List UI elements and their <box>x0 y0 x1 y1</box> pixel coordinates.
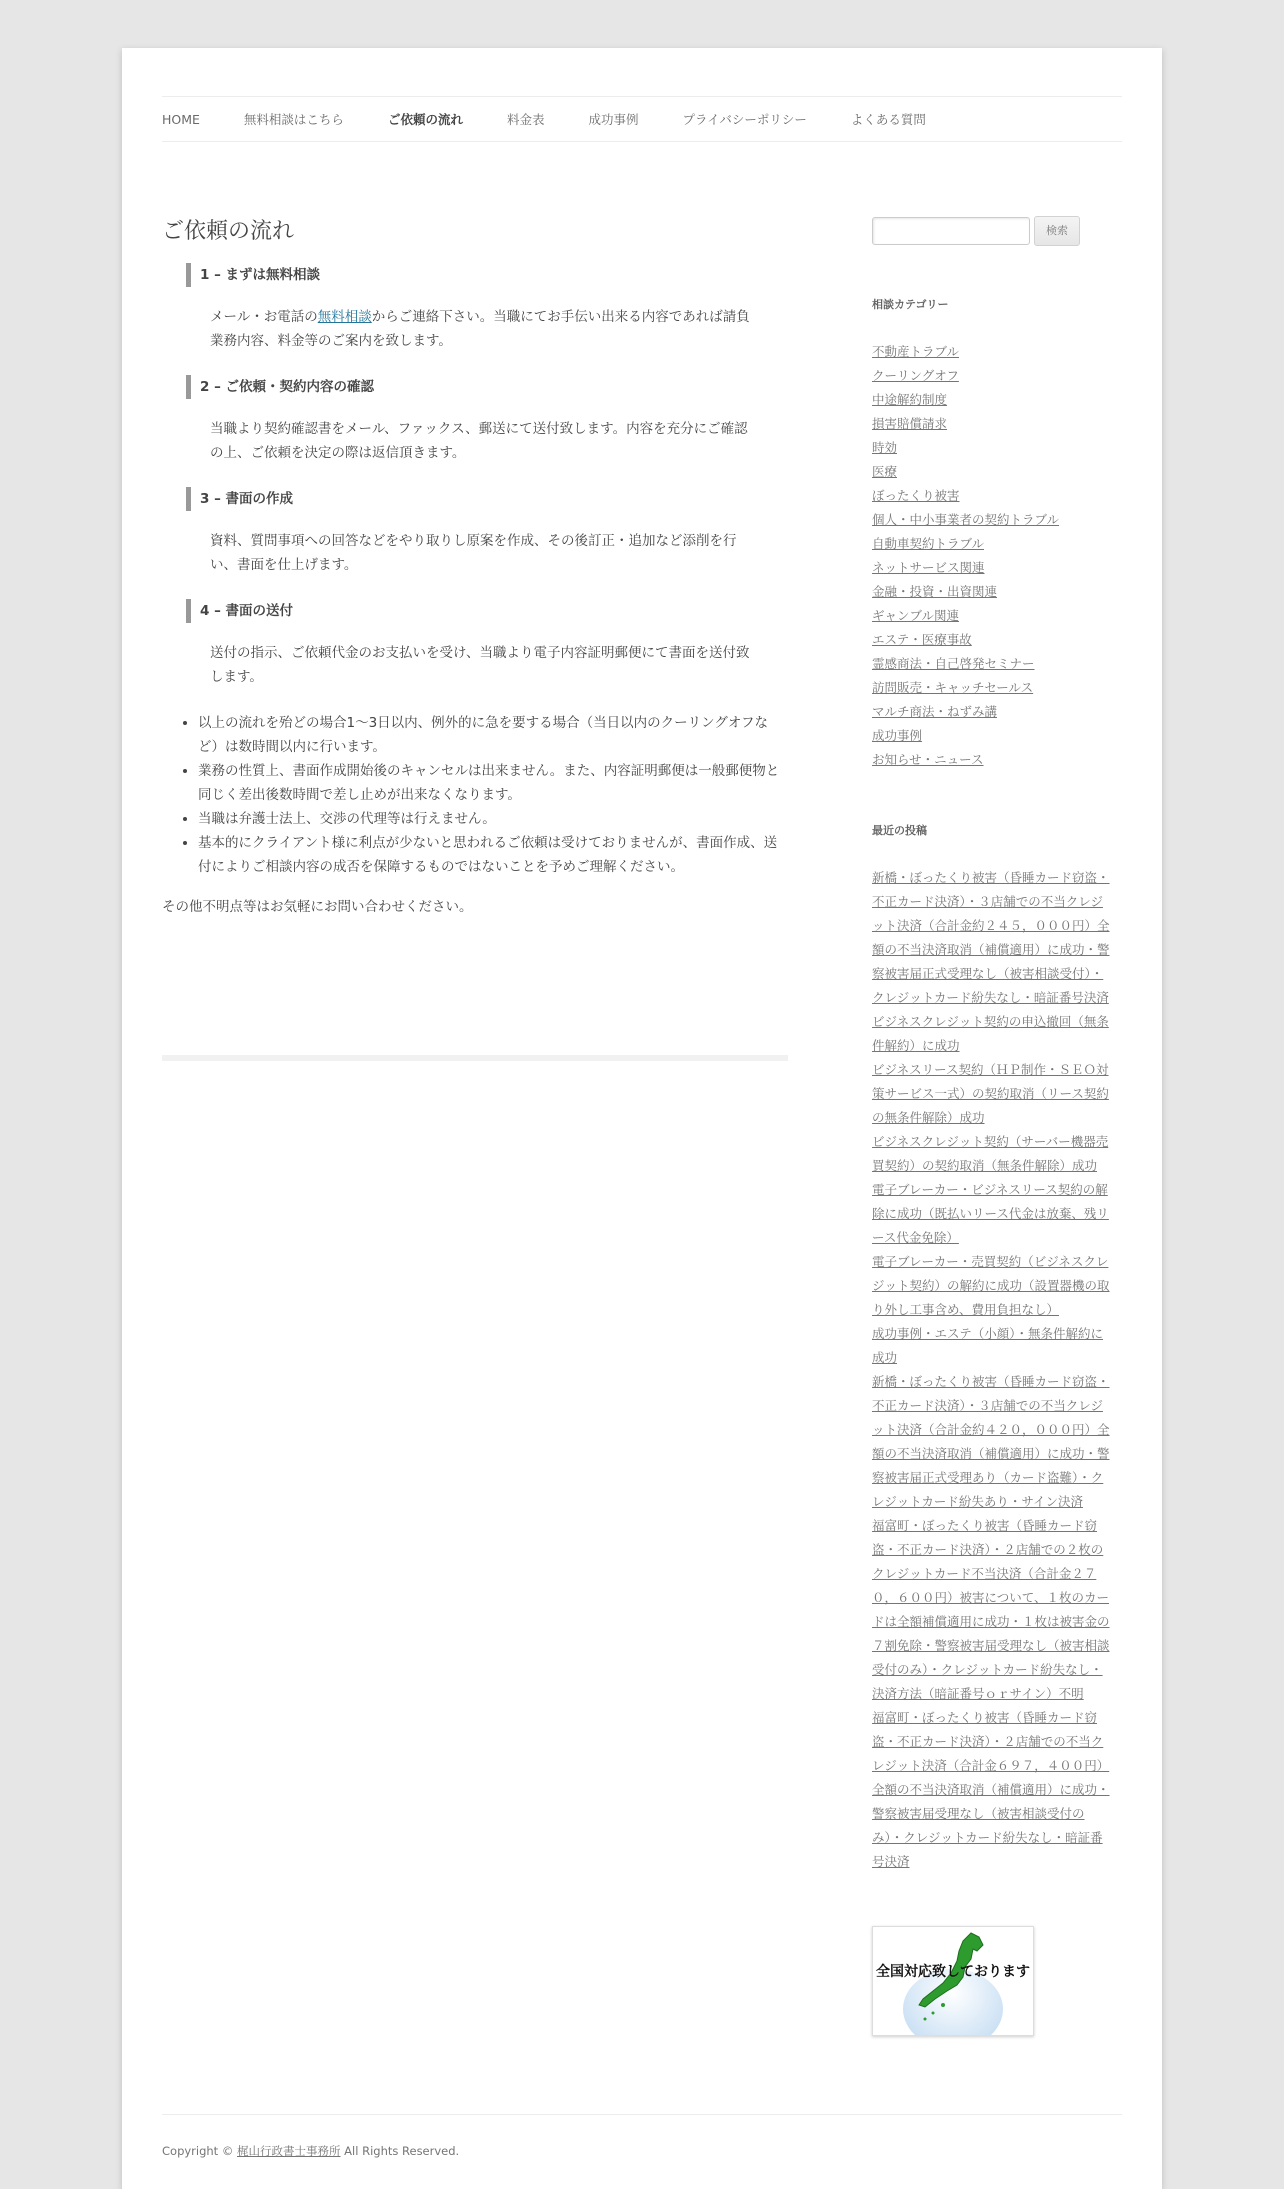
recent-post-link[interactable]: 福富町・ぼったくり被害（昏睡カード窃 <box>872 1518 1098 1533</box>
category-item <box>872 436 1122 460</box>
recent-post-link[interactable]: 買契約）の契約取消（無条件解除）成功 <box>872 1158 1098 1173</box>
nav-item-request-flow[interactable]: ご依頼の流れ <box>387 112 463 127</box>
category-item <box>872 700 1122 724</box>
footer <box>162 2114 1122 2159</box>
category-item <box>872 628 1122 652</box>
step-1-heading: 1 – まずは無料相談 <box>186 263 788 287</box>
page-title: ご依頼の流れ <box>162 219 295 244</box>
recent-post-link[interactable]: 決済方法（暗証番号ｏｒサイン）不明 <box>872 1686 1084 1701</box>
recent-post-link[interactable]: ビジネスクレジット契約（サーバー機器売 <box>872 1134 1109 1149</box>
recent-post-link[interactable]: ０，６００円）被害について、１枚のカー <box>872 1590 1110 1605</box>
note-item: • 当職は弁護士法上、交渉の代理等は行えません。 <box>198 807 788 831</box>
recent-post-link[interactable]: 除に成功（既払いリース代金は放棄、残リ <box>872 1206 1109 1221</box>
note-item: • 基本的にクライアント様に利点が少ないと思われるご依頼は受けておりませんが、書面作成、送付によりご相談内容の成否を保障するものではないことを予めご理解ください。 <box>198 831 788 879</box>
category-link[interactable]: マルチ商法・ねずみ講 <box>872 704 998 719</box>
step-4-body: 送付の指示、ご依頼代金のお支払いを受け、当職より電子内容証明郵便にて書面を送付致します。 <box>210 645 750 685</box>
recent-post-link[interactable]: 策サービス一式）の契約取消（リース契約 <box>872 1086 1109 1101</box>
step-1-text-before: メール・お電話の <box>210 309 318 325</box>
recent-post-link[interactable]: ビジネスクレジット契約の申込撤回（無条 <box>872 1014 1109 1029</box>
recent-post-link[interactable]: 電子ブレーカー・売買契約（ビジネスクレ <box>872 1254 1109 1269</box>
recent-post-item <box>872 1178 1122 1250</box>
main-navigation <box>162 96 1122 142</box>
category-item <box>872 412 1122 436</box>
recent-post-link[interactable]: ビジネスリース契約（ＨＰ制作・ＳＥＯ対 <box>872 1062 1109 1077</box>
search-button[interactable]: 検索 <box>1034 216 1080 246</box>
category-link[interactable]: 医療 <box>872 464 898 479</box>
recent-post-item <box>872 1322 1122 1370</box>
step-1-text-after: からご連絡下さい。当職にてお手伝い出来る内容であれば請負業務内容、料金等のご案内を致します。 <box>210 309 750 349</box>
main-content <box>162 214 788 933</box>
category-item <box>872 652 1122 676</box>
japan-map-icon <box>873 1927 1033 2035</box>
recent-post-link[interactable]: 察被害届正式受理なし（被害相談受付）・ <box>872 966 1104 981</box>
category-item <box>872 724 1122 748</box>
recent-post-link[interactable]: レジット決済（合計金６９７，４００円） <box>872 1758 1110 1773</box>
categories-list <box>872 340 1122 772</box>
note-item: • 以上の流れを殆どの場合1～3日以内、例外的に急を要する場合（当日以内のクーリングオフなど）は数時間以内に行います。 <box>198 711 788 759</box>
recent-post-link[interactable]: 不正カード決済）・３店舗での不当クレジ <box>872 1398 1103 1413</box>
step-1-body <box>210 305 758 353</box>
recent-post-item <box>872 1706 1122 1874</box>
category-item <box>872 484 1122 508</box>
category-link[interactable]: 訪問販売・キャッチセールス <box>872 680 1034 695</box>
recent-post-link[interactable]: ット決済（合計金約２４５，０００円）全 <box>872 918 1110 933</box>
recent-post-link[interactable]: ７割免除・警察被害届受理なし（被害相談 <box>872 1638 1110 1653</box>
recent-post-item <box>872 1010 1122 1058</box>
recent-post-link[interactable]: 成功事例・エステ（小顔）・無条件解約に <box>872 1326 1104 1341</box>
recent-post-link[interactable]: 盗・不正カード決済）・２店舗での２枚の <box>872 1542 1104 1557</box>
category-link[interactable]: 個人・中小事業者の契約トラブル <box>872 512 1060 527</box>
search-input[interactable] <box>872 217 1030 245</box>
category-link[interactable]: 中途解約制度 <box>872 392 948 407</box>
category-link[interactable]: 損害賠償請求 <box>872 416 948 431</box>
recent-post-item <box>872 1514 1122 1706</box>
recent-post-item <box>872 1058 1122 1130</box>
category-link[interactable]: 自動車契約トラブル <box>872 536 985 551</box>
recent-post-link[interactable]: み）・クレジットカード紛失なし・暗証番 <box>872 1830 1103 1845</box>
recent-post-link[interactable]: 額の不当決済取消（補償適用）に成功・警 <box>872 942 1110 957</box>
category-link[interactable]: エステ・医療事故 <box>872 632 972 647</box>
recent-post-link[interactable]: ジット契約）の解約に成功（設置器機の取 <box>872 1278 1110 1293</box>
step-2-body: 当職より契約確認書をメール、ファックス、郵送にて送付致します。内容を充分にご確認の上、ご依頼を決定の際は返信頂きます。 <box>210 421 748 461</box>
category-link[interactable]: 金融・投資・出資関連 <box>872 584 998 599</box>
category-item <box>872 532 1122 556</box>
category-item <box>872 460 1122 484</box>
free-consultation-link[interactable]: 無料相談 <box>317 309 372 325</box>
nav-item-free-consultation[interactable]: 無料相談はこちら <box>243 112 344 127</box>
recent-post-item <box>872 1370 1122 1514</box>
nav-item-price-list[interactable]: 料金表 <box>506 112 545 127</box>
category-item <box>872 388 1122 412</box>
category-link[interactable]: 成功事例 <box>872 728 923 743</box>
page-container <box>122 48 1162 2189</box>
nationwide-badge[interactable] <box>872 1926 1034 2036</box>
recent-post-link[interactable]: 盗・不正カード決済）・２店舗での不当ク <box>872 1734 1104 1749</box>
recent-post-link[interactable]: 件解約）に成功 <box>872 1038 960 1053</box>
recent-post-link[interactable]: 受付のみ）・クレジットカード紛失なし・ <box>872 1662 1103 1677</box>
recent-post-link[interactable]: の無条件解除）成功 <box>872 1110 985 1125</box>
step-3-heading: 3 – 書面の作成 <box>186 487 788 511</box>
category-item <box>872 364 1122 388</box>
nationwide-badge-text: 全国対応致しております <box>876 1964 1030 1980</box>
nav-list <box>162 97 1122 141</box>
recent-post-link[interactable]: 額の不当決済取消（補償適用）に成功・警 <box>872 1446 1110 1461</box>
recent-post-link[interactable]: 全額の不当決済取消（補償適用）に成功・ <box>872 1782 1110 1797</box>
category-link[interactable]: クーリングオフ <box>872 368 959 383</box>
recent-post-link[interactable]: 警察被害届受理なし（被害相談受付の <box>872 1806 1085 1821</box>
nav-item-privacy-policy[interactable]: プライバシーポリシー <box>682 112 807 127</box>
category-link[interactable]: ネットサービス関連 <box>872 560 985 575</box>
nav-item-faq[interactable]: よくある質問 <box>850 112 926 127</box>
category-link[interactable]: ギャンブル関連 <box>872 608 960 623</box>
category-item <box>872 748 1122 772</box>
category-item <box>872 340 1122 364</box>
note-item: • 業務の性質上、書面作成開始後のキャンセルは出来ません。また、内容証明郵便は一般郵便物と同じく差出後数時間で差し止めが出来なくなります。 <box>198 759 788 807</box>
search-form <box>872 216 1122 246</box>
category-link[interactable]: 不動産トラブル <box>872 344 960 359</box>
recent-post-link[interactable]: レジットカード紛失あり・サイン決済 <box>872 1494 1083 1509</box>
recent-posts-title: 最近の投稿 <box>872 824 927 837</box>
nav-item-success-cases[interactable]: 成功事例 <box>588 112 639 127</box>
nav-item-home[interactable]: HOME <box>162 111 200 127</box>
step-3-body: 資料、質問事項への回答などをやり取りし原案を作成、その後訂正・追加など添削を行い、書面を仕上げます。 <box>210 533 737 573</box>
category-link[interactable]: 霊感商法・自己啓発セミナー <box>872 656 1035 671</box>
categories-title: 相談カテゴリー <box>872 298 949 311</box>
recent-post-link[interactable]: 成功 <box>872 1350 898 1365</box>
recent-post-link[interactable]: 新橋・ぼったくり被害（昏睡カード窃盗・ <box>872 870 1110 885</box>
recent-post-link[interactable]: 電子ブレーカー・ビジネスリース契約の解 <box>872 1182 1108 1197</box>
recent-post-link[interactable]: 察被害届正式受理あり（カード盗難）・ク <box>872 1470 1104 1485</box>
recent-post-item <box>872 866 1122 1010</box>
content-divider <box>162 1055 788 1061</box>
recent-post-item <box>872 1130 1122 1178</box>
step-4-heading: 4 – 書面の送付 <box>186 599 788 623</box>
recent-post-link[interactable]: クレジットカード紛失なし・暗証番号決済 <box>872 990 1109 1005</box>
category-item <box>872 508 1122 532</box>
category-item <box>872 604 1122 628</box>
recent-post-link[interactable]: ドは全額補償適用に成功・１枚は被害金の <box>872 1614 1110 1629</box>
copyright-prefix: Copyright © <box>162 2144 238 2158</box>
recent-post-item <box>872 1250 1122 1322</box>
category-link[interactable]: 時効 <box>872 440 898 455</box>
closing-text: その他不明点等はお気軽にお問い合わせください。 <box>162 899 473 915</box>
step-2-heading: 2 – ご依頼・契約内容の確認 <box>186 375 788 399</box>
copyright-suffix: All Rights Reserved. <box>340 2144 460 2158</box>
recent-post-link[interactable]: 福富町・ぼったくり被害（昏睡カード窃 <box>872 1710 1098 1725</box>
recent-post-link[interactable]: 新橋・ぼったくり被害（昏睡カード窃盗・ <box>872 1374 1110 1389</box>
notes-list <box>162 711 788 879</box>
category-item <box>872 556 1122 580</box>
category-link[interactable]: ぼったくり被害 <box>872 488 960 503</box>
recent-post-link[interactable]: 号決済 <box>872 1854 910 1869</box>
recent-post-link[interactable]: クレジットカード不当決済（合計金２７ <box>872 1566 1097 1581</box>
recent-posts-list <box>872 866 1122 1874</box>
office-name-link[interactable]: 梶山行政書士事務所 <box>237 2144 341 2158</box>
category-item <box>872 580 1122 604</box>
recent-post-link[interactable]: ース代金免除） <box>872 1230 959 1245</box>
category-link[interactable]: お知らせ・ニュース <box>872 752 984 767</box>
recent-post-link[interactable]: り外し工事含め、費用負担なし） <box>872 1302 1060 1317</box>
recent-post-link[interactable]: 不正カード決済）・３店舗での不当クレジ <box>872 894 1103 909</box>
category-item <box>872 676 1122 700</box>
sidebar <box>872 216 1122 2036</box>
recent-post-link[interactable]: ット決済（合計金約４２０，０００円）全 <box>872 1422 1110 1437</box>
